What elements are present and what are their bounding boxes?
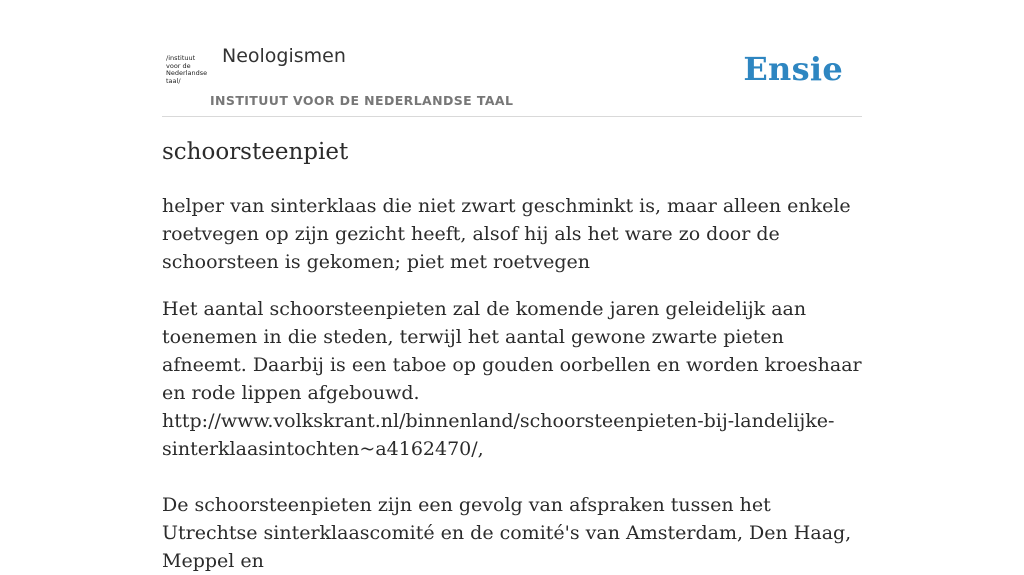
institute-logo[interactable] xyxy=(166,55,208,89)
example-source-link[interactable]: http://www.volkskrant.nl/binnenland/schoorsteenpieten-bij-landelijke-sinterklaasintochten~a4162470/, xyxy=(162,410,835,460)
logo-line: voor de xyxy=(166,61,191,70)
ensie-brand-logo[interactable]: Ensie xyxy=(743,50,843,88)
example-quote-2: De schoorsteenpieten zijn een gevolg van afspraken tussen het Utrechtse sinterklaascomité en de comité's van Amsterdam, Den Haag, Meppel en xyxy=(162,494,852,572)
logo-line: /instituut xyxy=(166,54,196,62)
example-spacer xyxy=(162,463,867,491)
logo-line: Nederlandse xyxy=(166,69,208,78)
publisher-subtitle: INSTITUUT VOOR DE NEDERLANDSE TAAL xyxy=(210,93,514,108)
header xyxy=(162,0,862,117)
site-title-link[interactable]: Neologismen xyxy=(222,45,346,67)
entry-definition: helper van sinterklaas die niet zwart geschminkt is, maar alleen enkele roetvegen op zijn gezicht heeft, alsof hij als het ware zo door de schoorsteen is gekomen; piet met roetvegen xyxy=(162,195,851,273)
entry-term: schoorsteenpiet xyxy=(162,139,349,165)
page xyxy=(162,0,862,572)
entry-examples xyxy=(162,295,867,575)
logo-line: taal/ xyxy=(166,76,181,85)
example-quote-1: Het aantal schoorsteenpieten zal de komende jaren geleidelijk aan toenemen in die steden, terwijl het aantal gewone zwarte pieten afneemt. Daarbij is een taboe op gouden oorbellen en worden kroeshaar en rode lippen afgebouwd. xyxy=(162,298,862,404)
